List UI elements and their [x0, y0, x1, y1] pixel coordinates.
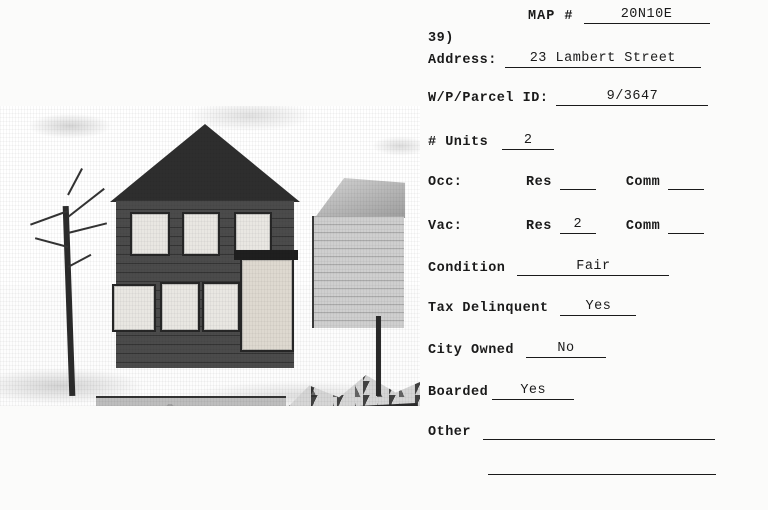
city-owned-row [428, 342, 606, 358]
map-value[interactable]: 20N10E [584, 8, 710, 24]
occupied-row [428, 176, 704, 190]
address-label: Address: [428, 53, 497, 68]
tax-delinquent-label: Tax Delinquent [428, 301, 549, 316]
occupied-res-value[interactable] [560, 188, 596, 190]
boarded-value[interactable]: Yes [492, 384, 574, 400]
vacant-comm-value[interactable] [668, 232, 704, 234]
photo-image [0, 106, 420, 406]
address-row [428, 52, 701, 68]
parcel-id-value[interactable]: 9/3647 [556, 90, 708, 106]
other-value[interactable] [483, 438, 715, 440]
photo-boarded-window [130, 212, 170, 256]
photo-rear-roof [300, 178, 405, 218]
photo-boarded-window [202, 282, 240, 332]
tax-delinquent-row [428, 300, 636, 316]
occupied-label: Occ: [428, 175, 463, 190]
occupied-comm-label: Comm [625, 175, 661, 190]
vacant-res-label: Res [526, 219, 552, 234]
tax-delinquent-value[interactable]: Yes [560, 300, 636, 316]
map-row [528, 8, 710, 24]
photo-door-header [234, 250, 298, 260]
photo-tree-branch [67, 188, 104, 218]
vacant-comm-label: Comm [625, 219, 661, 234]
survey-form [424, 0, 768, 510]
photo-rear-wall [312, 216, 404, 328]
other-label: Other [428, 425, 472, 440]
parcel-id-label: W/P/Parcel ID: [428, 91, 549, 106]
occupied-comm-value[interactable] [668, 188, 704, 190]
photo-stone-foundation [96, 396, 286, 406]
photo-rear-building [300, 178, 405, 328]
photo-boarded-window [112, 284, 156, 332]
vacant-row [428, 218, 704, 234]
units-label: # Units [428, 135, 489, 150]
photo-main-house [110, 124, 300, 374]
boarded-row [428, 384, 574, 400]
photo-tree-trunk [63, 206, 76, 396]
boarded-label: Boarded [428, 385, 489, 400]
item-number: 39) [428, 31, 454, 46]
city-owned-value[interactable]: No [526, 342, 606, 358]
occupied-res-label: Res [526, 175, 552, 190]
units-value[interactable]: 2 [502, 134, 554, 150]
photo-house-wall [116, 200, 294, 368]
vacant-res-value[interactable]: 2 [560, 218, 596, 234]
other-value-line-2[interactable] [488, 474, 716, 475]
photo-boarded-door [240, 258, 294, 352]
parcel-id-row [428, 90, 708, 106]
photo-tree-branch [67, 168, 83, 195]
photo-house-roof [110, 124, 300, 202]
photo-boarded-window [182, 212, 220, 256]
photo-debris-post [376, 316, 381, 396]
other-row [428, 426, 715, 440]
photo-tree-branch [68, 254, 92, 268]
photo-tree-branch [68, 222, 107, 234]
photo-bare-tree [30, 146, 110, 396]
vacant-label: Vac: [428, 219, 463, 234]
map-label: MAP # [528, 9, 574, 24]
condition-value[interactable]: Fair [517, 260, 669, 276]
property-photograph [0, 106, 420, 406]
condition-row [428, 260, 669, 276]
units-row [428, 134, 554, 150]
address-value[interactable]: 23 Lambert Street [505, 52, 701, 68]
photo-boarded-window [160, 282, 200, 332]
condition-label: Condition [428, 261, 506, 276]
city-owned-label: City Owned [428, 343, 515, 358]
